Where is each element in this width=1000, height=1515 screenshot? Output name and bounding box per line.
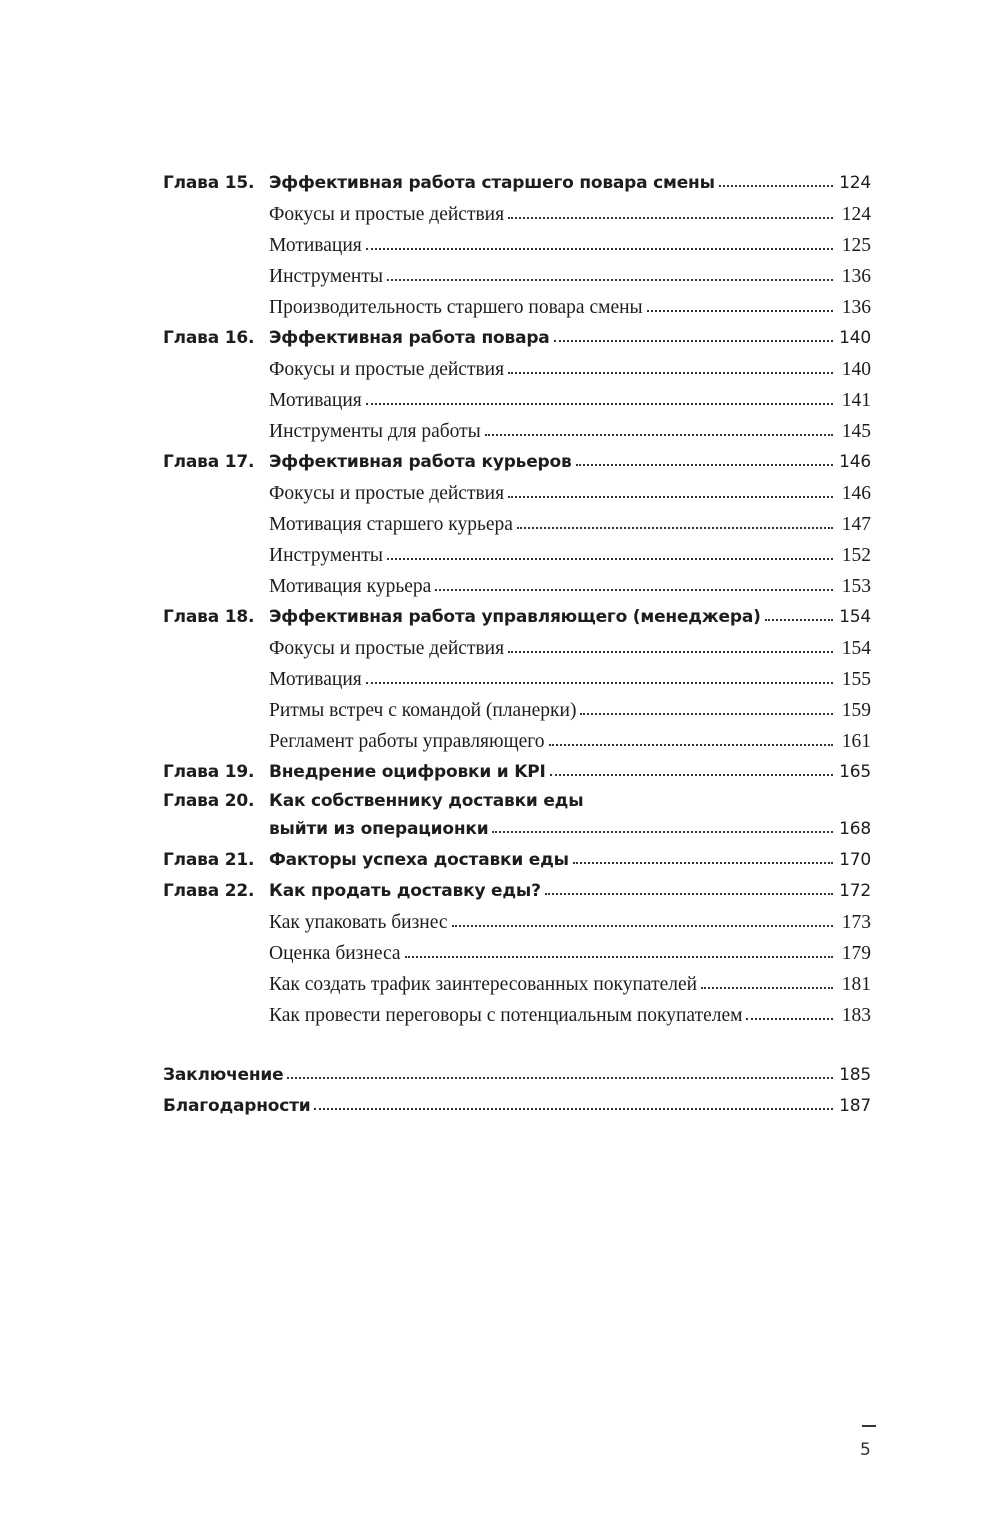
page-number: 146 (839, 452, 871, 472)
page-number: 125 (841, 235, 871, 256)
entry-title: Оценка бизнеса (269, 943, 401, 964)
entry-title: Фокусы и простые действия (269, 204, 505, 225)
chapter-title: Эффективная работа повара (269, 328, 550, 348)
toc-chapter-15 (163, 168, 871, 199)
dot-leader (701, 971, 833, 991)
page-number: 154 (841, 638, 871, 659)
page-number: 165 (839, 762, 871, 782)
dot-leader (580, 697, 833, 717)
chapter-title-line-1: Как собственнику доставки еды (269, 791, 584, 811)
toc-entry (163, 633, 871, 664)
chapter-number: Глава 16. (163, 328, 255, 348)
entry-title: Ритмы встреч с командой (планерки) (269, 700, 577, 721)
entry-title: Производительность старшего повара смены (269, 297, 643, 318)
dot-leader (287, 1063, 833, 1080)
folio-page-number: 5 (860, 1440, 871, 1460)
page-number: 140 (839, 328, 871, 348)
dot-leader (719, 171, 833, 188)
page-number: 136 (841, 266, 871, 287)
entry-title: Мотивация (269, 235, 362, 256)
page-number: 187 (839, 1096, 871, 1116)
page-number: 159 (841, 700, 871, 721)
entry-title: Мотивация курьера (269, 576, 432, 597)
page-number: 179 (841, 943, 871, 964)
dot-leader (405, 940, 833, 960)
page-number: 141 (841, 390, 871, 411)
page-number: 124 (839, 173, 871, 193)
chapter-title: Как продать доставку еды? (269, 881, 541, 901)
page-number: 154 (839, 607, 871, 627)
dot-leader (549, 728, 833, 748)
page-number: 136 (841, 297, 871, 318)
dot-leader (746, 1002, 833, 1022)
dot-leader (508, 480, 833, 500)
dot-leader (576, 450, 833, 467)
entry-title: Фокусы и простые действия (269, 483, 505, 504)
toc-entry (163, 695, 871, 726)
page-number: 145 (841, 421, 871, 442)
toc-entry (163, 1000, 871, 1031)
dot-leader (517, 511, 833, 531)
toc-entry (163, 540, 871, 571)
dot-leader (765, 605, 833, 622)
dot-leader (387, 542, 833, 562)
toc-chapter-20 (163, 788, 871, 845)
page-number: 147 (841, 514, 871, 535)
dot-leader (647, 294, 833, 314)
toc-entry (163, 354, 871, 385)
chapter-number: Глава 20. (163, 791, 255, 811)
dot-leader (554, 326, 833, 343)
dot-leader (508, 201, 833, 221)
chapter-number: Глава 21. (163, 850, 255, 870)
dot-leader (485, 418, 833, 438)
chapter-title: Внедрение оцифровки и KPI (269, 762, 546, 782)
chapter-number: Глава 17. (163, 452, 255, 472)
dot-leader (452, 909, 833, 929)
toc-entry (163, 726, 871, 757)
page-number: 124 (841, 204, 871, 225)
chapter-number: Глава 22. (163, 881, 255, 901)
toc-acknowledgements (163, 1091, 871, 1122)
chapter-number: Глава 15. (163, 173, 255, 193)
dot-leader (573, 848, 833, 865)
toc-entry (163, 571, 871, 602)
toc-entry (163, 664, 871, 695)
chapter-title: Факторы успеха доставки еды (269, 850, 569, 870)
entry-title: Регламент работы управляющего (269, 731, 545, 752)
section-spacer (163, 1031, 871, 1060)
dot-leader (545, 879, 833, 896)
entry-title: Мотивация старшего курьера (269, 514, 513, 535)
dot-leader (492, 817, 833, 834)
page-number: 153 (841, 576, 871, 597)
toc-entry (163, 385, 871, 416)
page-number: 146 (841, 483, 871, 504)
toc-conclusion (163, 1060, 871, 1091)
page-number: 170 (839, 850, 871, 870)
chapter-title: Эффективная работа курьеров (269, 452, 572, 472)
page-number: 181 (841, 974, 871, 995)
toc-entry (163, 416, 871, 447)
dot-leader (366, 666, 833, 686)
chapter-number: Глава 18. (163, 607, 255, 627)
page-number: 185 (839, 1065, 871, 1085)
entry-title: Как упаковать бизнес (269, 912, 448, 933)
entry-title: Инструменты (269, 266, 383, 287)
dot-leader (550, 760, 833, 777)
toc-entry (163, 969, 871, 1000)
page-number: 140 (841, 359, 871, 380)
page-number: 183 (841, 1005, 871, 1026)
chapter-number: Глава 19. (163, 762, 255, 782)
toc-chapter-16 (163, 323, 871, 354)
toc-chapter-22 (163, 876, 871, 907)
toc-entry (163, 261, 871, 292)
entry-title: Как провести переговоры с потенциальным покупателем (269, 1005, 743, 1026)
dot-leader (387, 263, 833, 283)
toc-chapter-17 (163, 447, 871, 478)
dot-leader (435, 573, 833, 593)
chapter-title: Эффективная работа управляющего (менеджера) (269, 607, 761, 627)
table-of-contents (163, 168, 871, 1122)
toc-entry (163, 230, 871, 261)
page-number: 152 (841, 545, 871, 566)
entry-title: Мотивация (269, 669, 362, 690)
dot-leader (508, 356, 833, 376)
chapter-title-line-2: выйти из операционки (269, 819, 489, 839)
toc-chapter-21 (163, 845, 871, 876)
toc-chapter-19 (163, 757, 871, 788)
entry-title: Инструменты (269, 545, 383, 566)
dot-leader (366, 232, 833, 252)
entry-title: Фокусы и простые действия (269, 359, 505, 380)
entry-title: Мотивация (269, 390, 362, 411)
entry-title: Фокусы и простые действия (269, 638, 505, 659)
dot-leader (314, 1094, 833, 1111)
dot-leader (508, 635, 833, 655)
toc-entry (163, 292, 871, 323)
toc-entry (163, 478, 871, 509)
page-number: 173 (841, 912, 871, 933)
footer-dash (862, 1425, 876, 1427)
toc-entry (163, 907, 871, 938)
chapter-title: Эффективная работа старшего повара смены (269, 173, 715, 193)
toc-entry (163, 199, 871, 230)
page-number: 161 (841, 731, 871, 752)
section-title: Заключение (163, 1065, 284, 1085)
dot-leader (366, 387, 833, 407)
page-number: 168 (839, 819, 871, 839)
toc-chapter-18 (163, 602, 871, 633)
entry-title: Как создать трафик заинтересованных покупателей (269, 974, 698, 995)
page-number: 155 (841, 669, 871, 690)
toc-entry (163, 509, 871, 540)
page-number: 172 (839, 881, 871, 901)
toc-entry (163, 938, 871, 969)
entry-title: Инструменты для работы (269, 421, 481, 442)
section-title: Благодарности (163, 1096, 311, 1116)
